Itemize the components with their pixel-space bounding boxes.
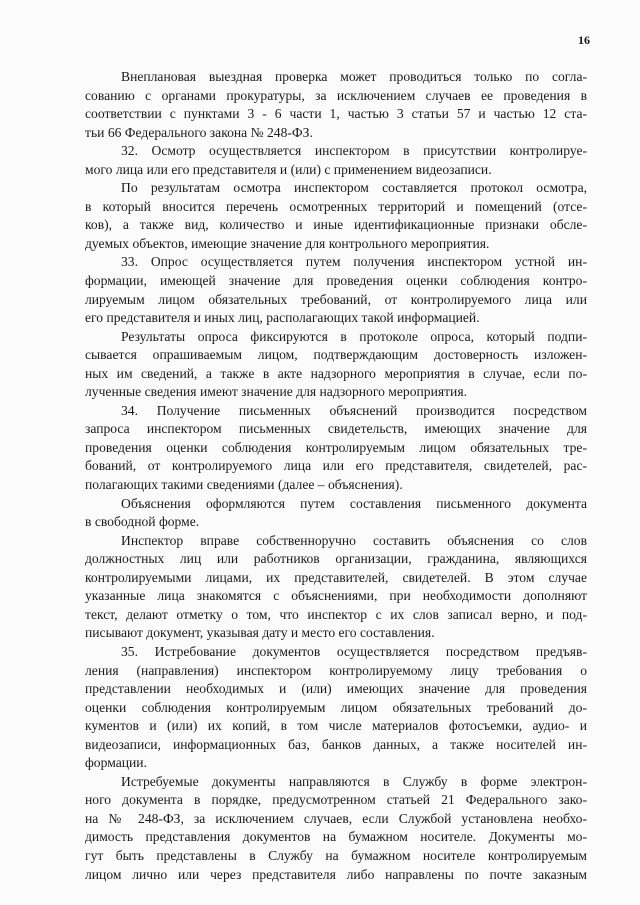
text-line: указанные лица знакомятся с объяснениями, при необходимости дополняют	[85, 588, 587, 604]
text-line: Результаты опроса фиксируются в протоколе опроса, который подпи-	[121, 328, 587, 344]
text-line: тьи 66 Федерального закона № 248-ФЗ.	[85, 124, 313, 140]
text-line: 34. Получение письменных объяснений производится посредством	[121, 402, 587, 418]
text-line: гут быть представлены в Службу на бумажном носителе контролируемым	[85, 847, 587, 863]
text-line: кументов и (или) их копий, в том числе материалов фотосъемки, аудио- и	[85, 718, 587, 734]
text-line: ных им сведений, а также в акте надзорного мероприятия в случае, если по-	[85, 365, 587, 381]
text-line: соответствии с пунктами 3 - 6 части 1, частью 3 статьи 57 и частью 12 ста-	[85, 106, 587, 122]
text-line: По результатам осмотра инспектором составляется протокол осмотра,	[121, 180, 587, 196]
text-line: запроса инспектором письменных свидетельств, имеющих значение для	[85, 421, 587, 437]
text-line: сованию с органами прокуратуры, за исключением случаев ее проведения в	[85, 87, 587, 103]
text-line: видеозаписи, информационных баз, банков данных, а также носителей ин-	[85, 736, 587, 752]
text-line: 32. Осмотр осуществляется инспектором в присутствии контролируе-	[121, 143, 587, 159]
text-line: ления (направления) инспектором контролируемому лицу требования о	[85, 662, 587, 678]
text-line: Истребуемые документы направляются в Службу в форме электрон-	[121, 773, 587, 789]
text-line: лируемым лицом обязательных требований, от контролируемого лица или	[85, 291, 587, 307]
text-line: димость представления документов на бумажном носителе. Документы мо-	[85, 829, 587, 845]
text-line: лицом лично или через представителя либо направлены по почте заказным	[85, 866, 587, 882]
text-line: оценки соблюдения контролируемым лицом обязательных требований до-	[85, 699, 587, 715]
text-line: Инспектор вправе собственноручно составить объяснения со слов	[121, 532, 587, 548]
text-line: формации, имеющей значение для проведения оценки соблюдения контро-	[85, 273, 587, 289]
text-line: лученные сведения имеют значение для надзорного мероприятия.	[85, 384, 467, 400]
text-line: сывается опрашиваемым лицом, подтверждающим достоверность изложен-	[85, 347, 587, 363]
text-line: 33. Опрос осуществляется путем получения инспектором устной ин-	[121, 254, 587, 270]
text-line: Объяснения оформляются путем составления письменного документа	[121, 495, 587, 511]
text-line: мого лица или его представителя и (или) с применением видеозаписи.	[85, 161, 492, 177]
text-line: в который вносится перечень осмотренных территорий и помещений (отсе-	[85, 198, 587, 214]
text-line: должностных лиц или работников организации, гражданина, являющихся	[85, 551, 587, 567]
document-body	[85, 68, 587, 884]
text-line: Внеплановая выездная проверка может проводиться только по согла-	[121, 69, 587, 84]
text-line: писывают документ, указывая дату и место его составления.	[85, 625, 435, 641]
text-line: формации.	[85, 755, 147, 771]
text-line: его представителя и иных лиц, располагающих такой информацией.	[85, 310, 480, 326]
text-line: на № 248-ФЗ, за исключением случаев, если Службой установлена необхо-	[85, 810, 587, 826]
text-line: бований, от контролируемого лица или его представителя, свидетелей, рас-	[85, 458, 587, 474]
text-line: дуемых объектов, имеющие значение для контрольного мероприятия.	[85, 235, 490, 251]
text-line: 35. Истребование документов осуществляется посредством предъяв-	[121, 643, 587, 659]
text-line: контролируемыми лицами, их представителей, свидетелей. В этом случае	[85, 569, 587, 585]
text-line: ного документа в порядке, предусмотренном статьей 21 Федерального зако-	[85, 792, 587, 808]
text-line: проведения оценки соблюдения контролируемым лицом обязательных тре-	[85, 439, 587, 455]
text-line: в свободной форме.	[85, 514, 200, 530]
page-number: 16	[578, 33, 590, 47]
text-line: полагающих такими сведениями (далее – объяснения).	[85, 477, 403, 493]
text-line: текст, делают отметку о том, что инспектор с их слов записал верно, и под-	[85, 606, 587, 622]
text-line: представлении необходимых и (или) имеющих значение для проведения	[85, 681, 587, 697]
text-line: ков), а также вид, количество и иные идентификационные признаки обсле-	[85, 217, 587, 233]
